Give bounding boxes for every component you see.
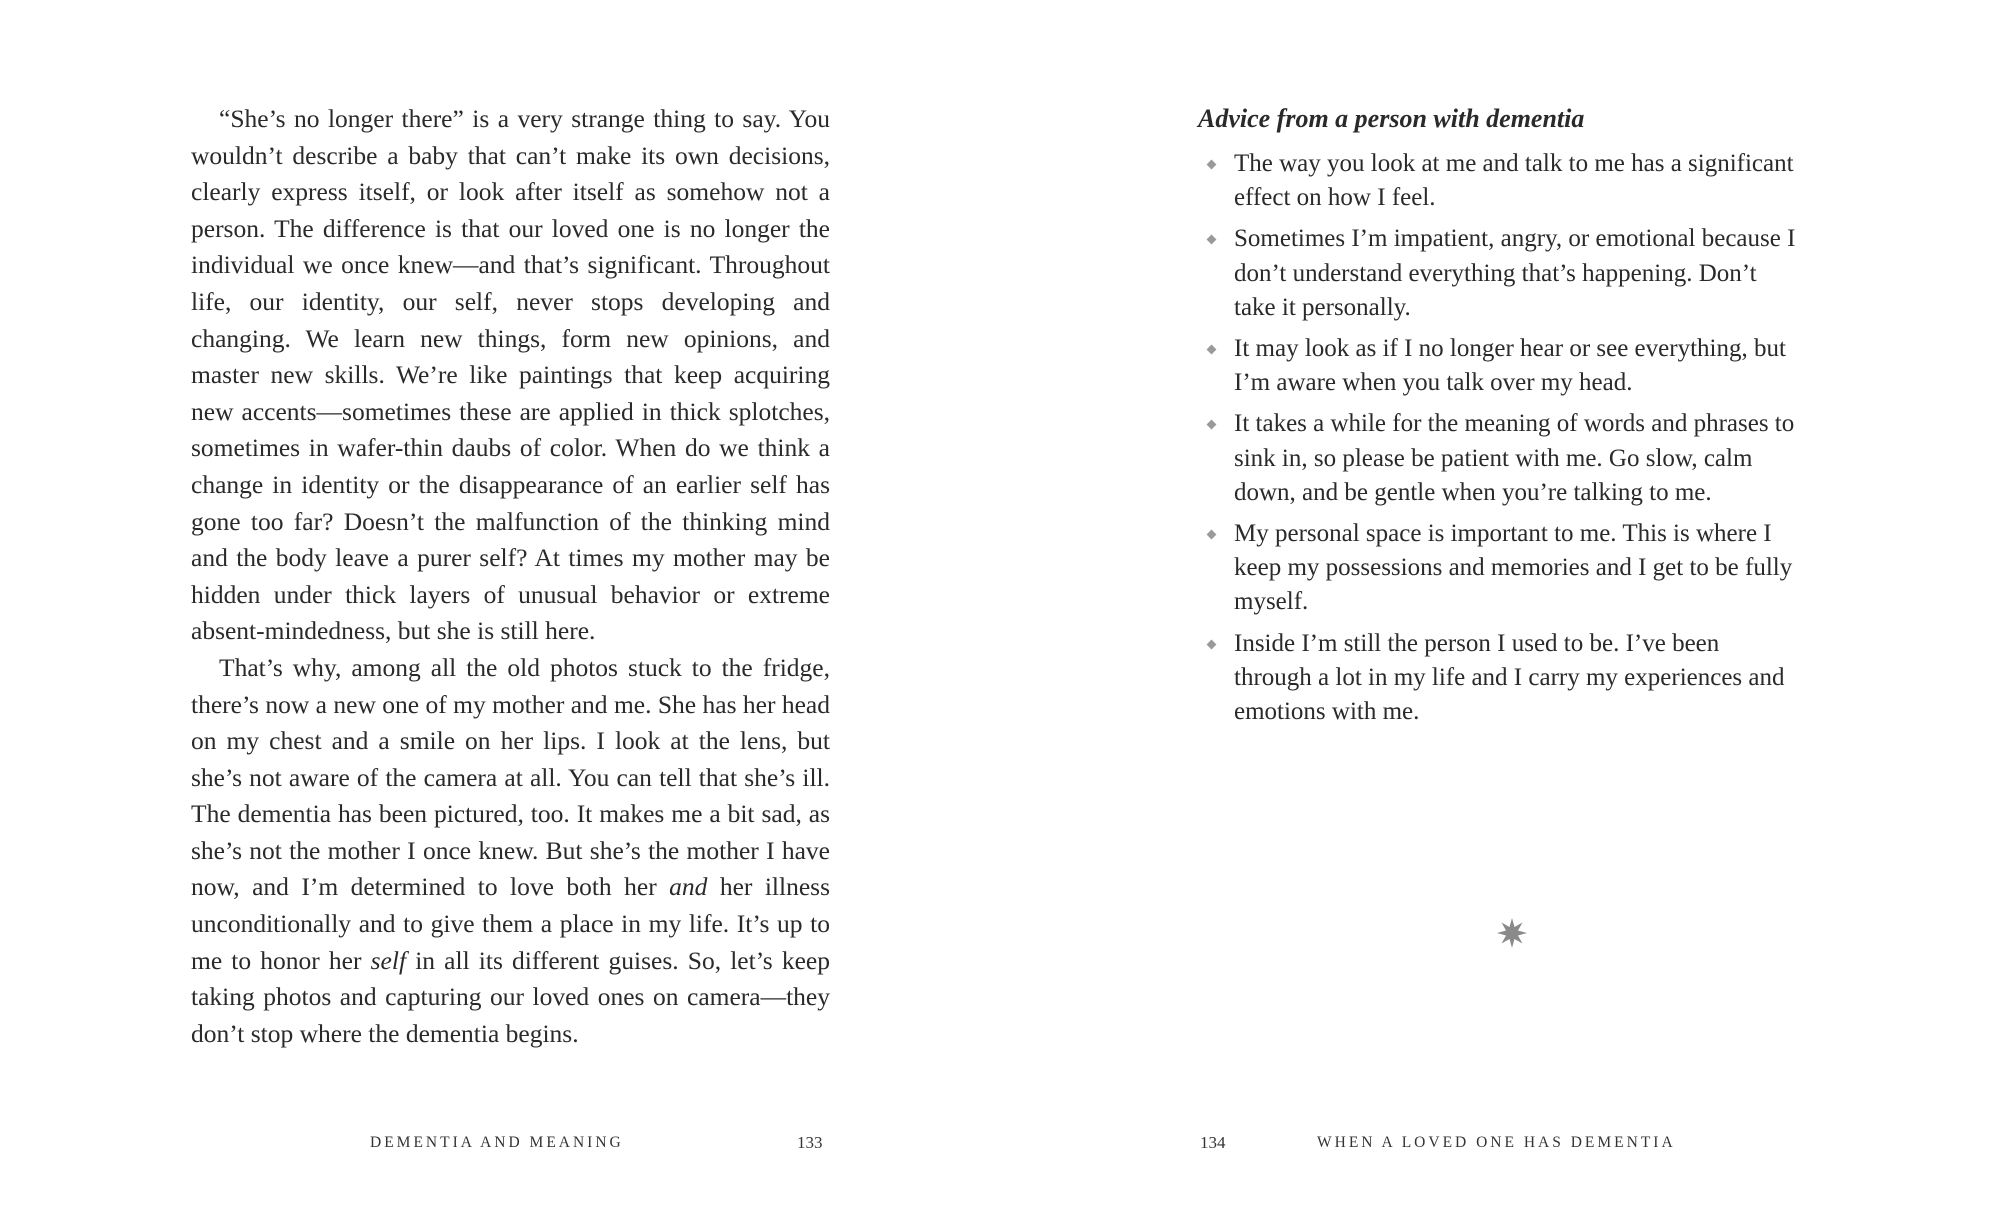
running-head-right: WHEN A LOVED ONE HAS DEMENTIA (1317, 1134, 1676, 1151)
paragraph-2-emphasis-self: self (370, 945, 407, 975)
diamond-bullet-icon (1207, 639, 1217, 649)
list-item-text: My personal space is important to me. This is where I keep my possessions and memories and I get to be fully myself. (1234, 520, 1793, 616)
advice-list (1198, 147, 1798, 729)
right-page-body (1198, 101, 1798, 736)
list-item (1198, 517, 1798, 620)
page-number-right: 134 (1200, 1133, 1226, 1152)
diamond-bullet-icon (1207, 235, 1217, 245)
list-item (1198, 147, 1798, 215)
right-page (1000, 0, 2000, 1209)
diamond-bullet-icon (1207, 420, 1217, 430)
paragraph-2 (191, 650, 830, 1053)
list-item-text: It takes a while for the meaning of words and phrases to sink in, so please be patient with me. Go slow, calm down, and be gentle when you’re talking to me. (1234, 410, 1795, 506)
left-page-body (191, 101, 830, 1052)
paragraph-1: “She’s no longer there” is a very strange thing to say. You wouldn’t describe a baby that can’t make its own decisions, clearly express itself, or look after itself as somehow not a person. The difference is that our loved one is no longer the individual we once knew—and that’s significant. Throughout life, our identity, our self, never stops developing and changing. We learn new things, form new opinions, and master new skills. We’re like paintings that keep acquiring new accents—sometimes these are applied in thick splotches, sometimes in wafer-thin daubs of color. When do we think a change in identity or the disappearance of an earlier self has gone too far? Doesn’t the malfunction of the thinking mind and the body leave a purer self? At times my mother may be hidden under thick layers of unusual behavior or extreme absent-mindedness, but she is still here. (191, 104, 830, 646)
paragraph-2-text-c: in all its different guises. So, let’s keep taking photos and capturing our loved ones on camera—they don’t stop where the dementia begins. (191, 945, 830, 1048)
running-head-left: DEMENTIA AND MEANING (370, 1134, 624, 1151)
list-item (1198, 332, 1798, 400)
star-ornament-icon (1496, 917, 1528, 949)
paragraph-2-text-a: That’s why, among all the old photos stuck to the fridge, there’s now a new one of my mother and me. She has her head on my chest and a smile on her lips. I look at the lens, but she’s not aware of the camera at all. You can tell that she’s ill. The dementia has been pictured, too. It makes me a bit sad, as she’s not the mother I once knew. But she’s the mother I have now, and I’m determined to love both her (191, 652, 830, 902)
list-item (1198, 627, 1798, 730)
list-item-text: Sometimes I’m impatient, angry, or emotional because I don’t understand everything that’s happening. Don’t take it personally. (1234, 225, 1796, 321)
diamond-bullet-icon (1207, 160, 1217, 170)
list-item (1198, 407, 1798, 510)
list-item (1198, 222, 1798, 325)
list-item-text: It may look as if I no longer hear or see everything, but I’m aware when you talk over my head. (1234, 335, 1786, 397)
paragraph-2-emphasis-and: and (669, 872, 708, 902)
page-number-left: 133 (797, 1133, 823, 1152)
list-item-text: The way you look at me and talk to me has a significant effect on how I feel. (1234, 150, 1794, 212)
diamond-bullet-icon (1207, 530, 1217, 540)
list-item-text: Inside I’m still the person I used to be. I’ve been through a lot in my life and I carry my experiences and emotions with me. (1234, 629, 1785, 726)
diamond-bullet-icon (1207, 345, 1217, 355)
paragraph-2-text-b: her illness unconditionally and to give them a place in my life. It’s up to me to honor her (191, 872, 831, 975)
advice-title: Advice from a person with dementia (1198, 104, 1585, 133)
